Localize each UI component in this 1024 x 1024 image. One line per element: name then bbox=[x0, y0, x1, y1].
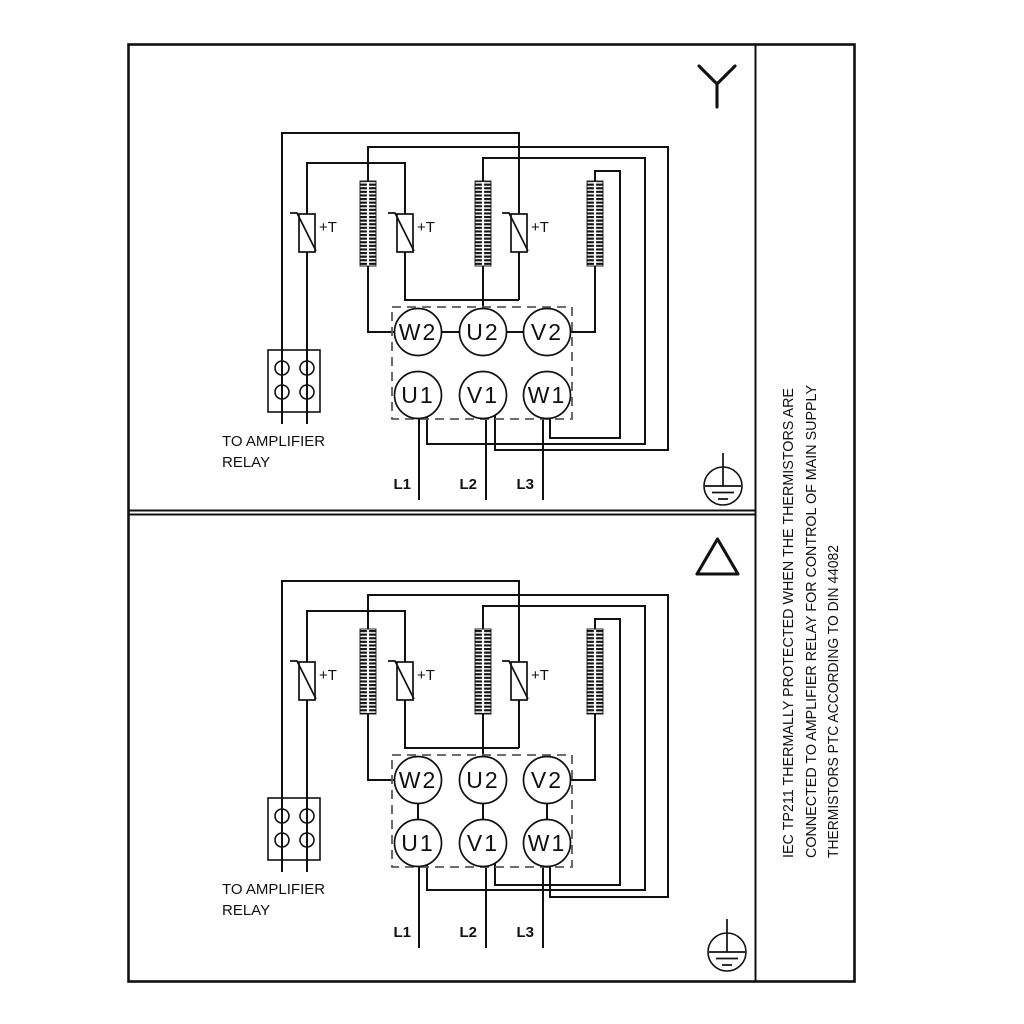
winding-coil-2 bbox=[475, 181, 491, 266]
terminal-w1 bbox=[524, 372, 571, 419]
terminal-label: U1 bbox=[401, 830, 435, 856]
supply-label-l1: L1 bbox=[393, 476, 411, 493]
terminal-u2 bbox=[460, 757, 507, 804]
supply-label-l2: L2 bbox=[459, 924, 477, 941]
terminal-u2 bbox=[460, 309, 507, 356]
terminal-u1 bbox=[395, 820, 442, 867]
terminal-w2 bbox=[395, 757, 442, 804]
thermistor-label: +T bbox=[531, 667, 549, 684]
terminal-label: U1 bbox=[401, 382, 435, 408]
terminal-v1 bbox=[460, 372, 507, 419]
side-note-line1: IEC TP211 THERMALLY PROTECTED WHEN THE THERMISTORS ARE bbox=[780, 365, 797, 858]
terminal-label: U2 bbox=[466, 319, 500, 345]
thermistor-label: +T bbox=[417, 667, 435, 684]
terminal-label: V1 bbox=[466, 382, 500, 408]
terminal-w2 bbox=[395, 309, 442, 356]
terminal-label: V2 bbox=[530, 319, 564, 345]
terminal-label: W2 bbox=[398, 319, 438, 345]
side-note-line2: CONNECTED TO AMPLIFIER RELAY FOR CONTROL OF MAIN SUPPLY bbox=[803, 362, 820, 858]
terminal-v1 bbox=[460, 820, 507, 867]
terminal-v2 bbox=[524, 757, 571, 804]
relay-caption-line2: RELAY bbox=[222, 902, 271, 919]
side-note-line3: THERMISTORS PTC ACCORDING TO DIN 44082 bbox=[825, 519, 842, 858]
winding-coil-2 bbox=[475, 629, 491, 714]
terminal-label: W1 bbox=[527, 382, 567, 408]
terminal-u1 bbox=[395, 372, 442, 419]
winding-coil-1 bbox=[360, 181, 376, 266]
terminal-label: W1 bbox=[527, 830, 567, 856]
relay-caption-line1: TO AMPLIFIER bbox=[222, 881, 326, 898]
relay-caption-line1: TO AMPLIFIER bbox=[222, 433, 326, 450]
thermistor-label: +T bbox=[531, 219, 549, 236]
supply-label-l3: L3 bbox=[516, 476, 534, 493]
thermistor-label: +T bbox=[417, 219, 435, 236]
supply-label-l1: L1 bbox=[393, 924, 411, 941]
supply-label-l2: L2 bbox=[459, 476, 477, 493]
terminal-label: V1 bbox=[466, 830, 500, 856]
terminal-label: V2 bbox=[530, 767, 564, 793]
terminal-label: U2 bbox=[466, 767, 500, 793]
terminal-w1 bbox=[524, 820, 571, 867]
winding-coil-1 bbox=[360, 629, 376, 714]
relay-caption-line2: RELAY bbox=[222, 454, 271, 471]
terminal-label: W2 bbox=[398, 767, 438, 793]
supply-label-l3: L3 bbox=[516, 924, 534, 941]
winding-coil-3 bbox=[587, 629, 603, 714]
winding-coil-3 bbox=[587, 181, 603, 266]
thermistor-label: +T bbox=[319, 219, 337, 236]
terminal-v2 bbox=[524, 309, 571, 356]
thermistor-label: +T bbox=[319, 667, 337, 684]
